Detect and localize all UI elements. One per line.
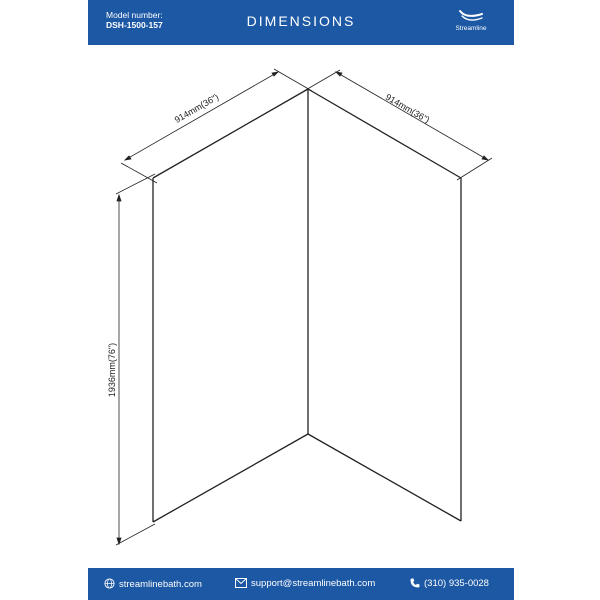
width-right-label: 914mm(36")	[383, 91, 432, 126]
email-text: support@streamlinebath.com	[251, 578, 376, 589]
footer-website[interactable]	[104, 578, 202, 590]
panel-top-right-edge	[308, 89, 461, 178]
model-number-label: Model number:	[106, 10, 163, 20]
mail-icon	[235, 578, 247, 588]
width-left-dimension	[121, 69, 312, 183]
footer-bar	[88, 568, 514, 600]
spec-sheet	[88, 0, 514, 600]
phone-icon	[410, 578, 420, 588]
globe-icon	[104, 578, 115, 589]
header-bar	[88, 0, 514, 45]
model-number-value: DSH-1500-157	[106, 19, 163, 30]
height-dimension	[116, 174, 155, 545]
page-title: DIMENSIONS	[246, 13, 356, 29]
shower-wall-panels	[153, 89, 461, 522]
website-text: streamlinebath.com	[119, 579, 202, 590]
panel-bottom-left-edge	[153, 434, 308, 522]
brand-logo	[446, 8, 496, 40]
dimension-drawing	[88, 45, 514, 568]
panel-bottom-right-edge	[308, 434, 461, 521]
footer-phone[interactable]	[410, 578, 489, 589]
phone-text: (310) 935-0028	[424, 578, 489, 589]
streamline-logo-icon	[458, 8, 484, 24]
width-right-dimension	[304, 70, 492, 180]
width-left-label: 914mm(36")	[172, 91, 221, 126]
footer-email[interactable]	[235, 578, 375, 589]
panel-top-left-edge	[153, 89, 308, 178]
logo-text: Streamline	[455, 25, 487, 32]
height-label: 1936mm(76")	[107, 342, 117, 398]
